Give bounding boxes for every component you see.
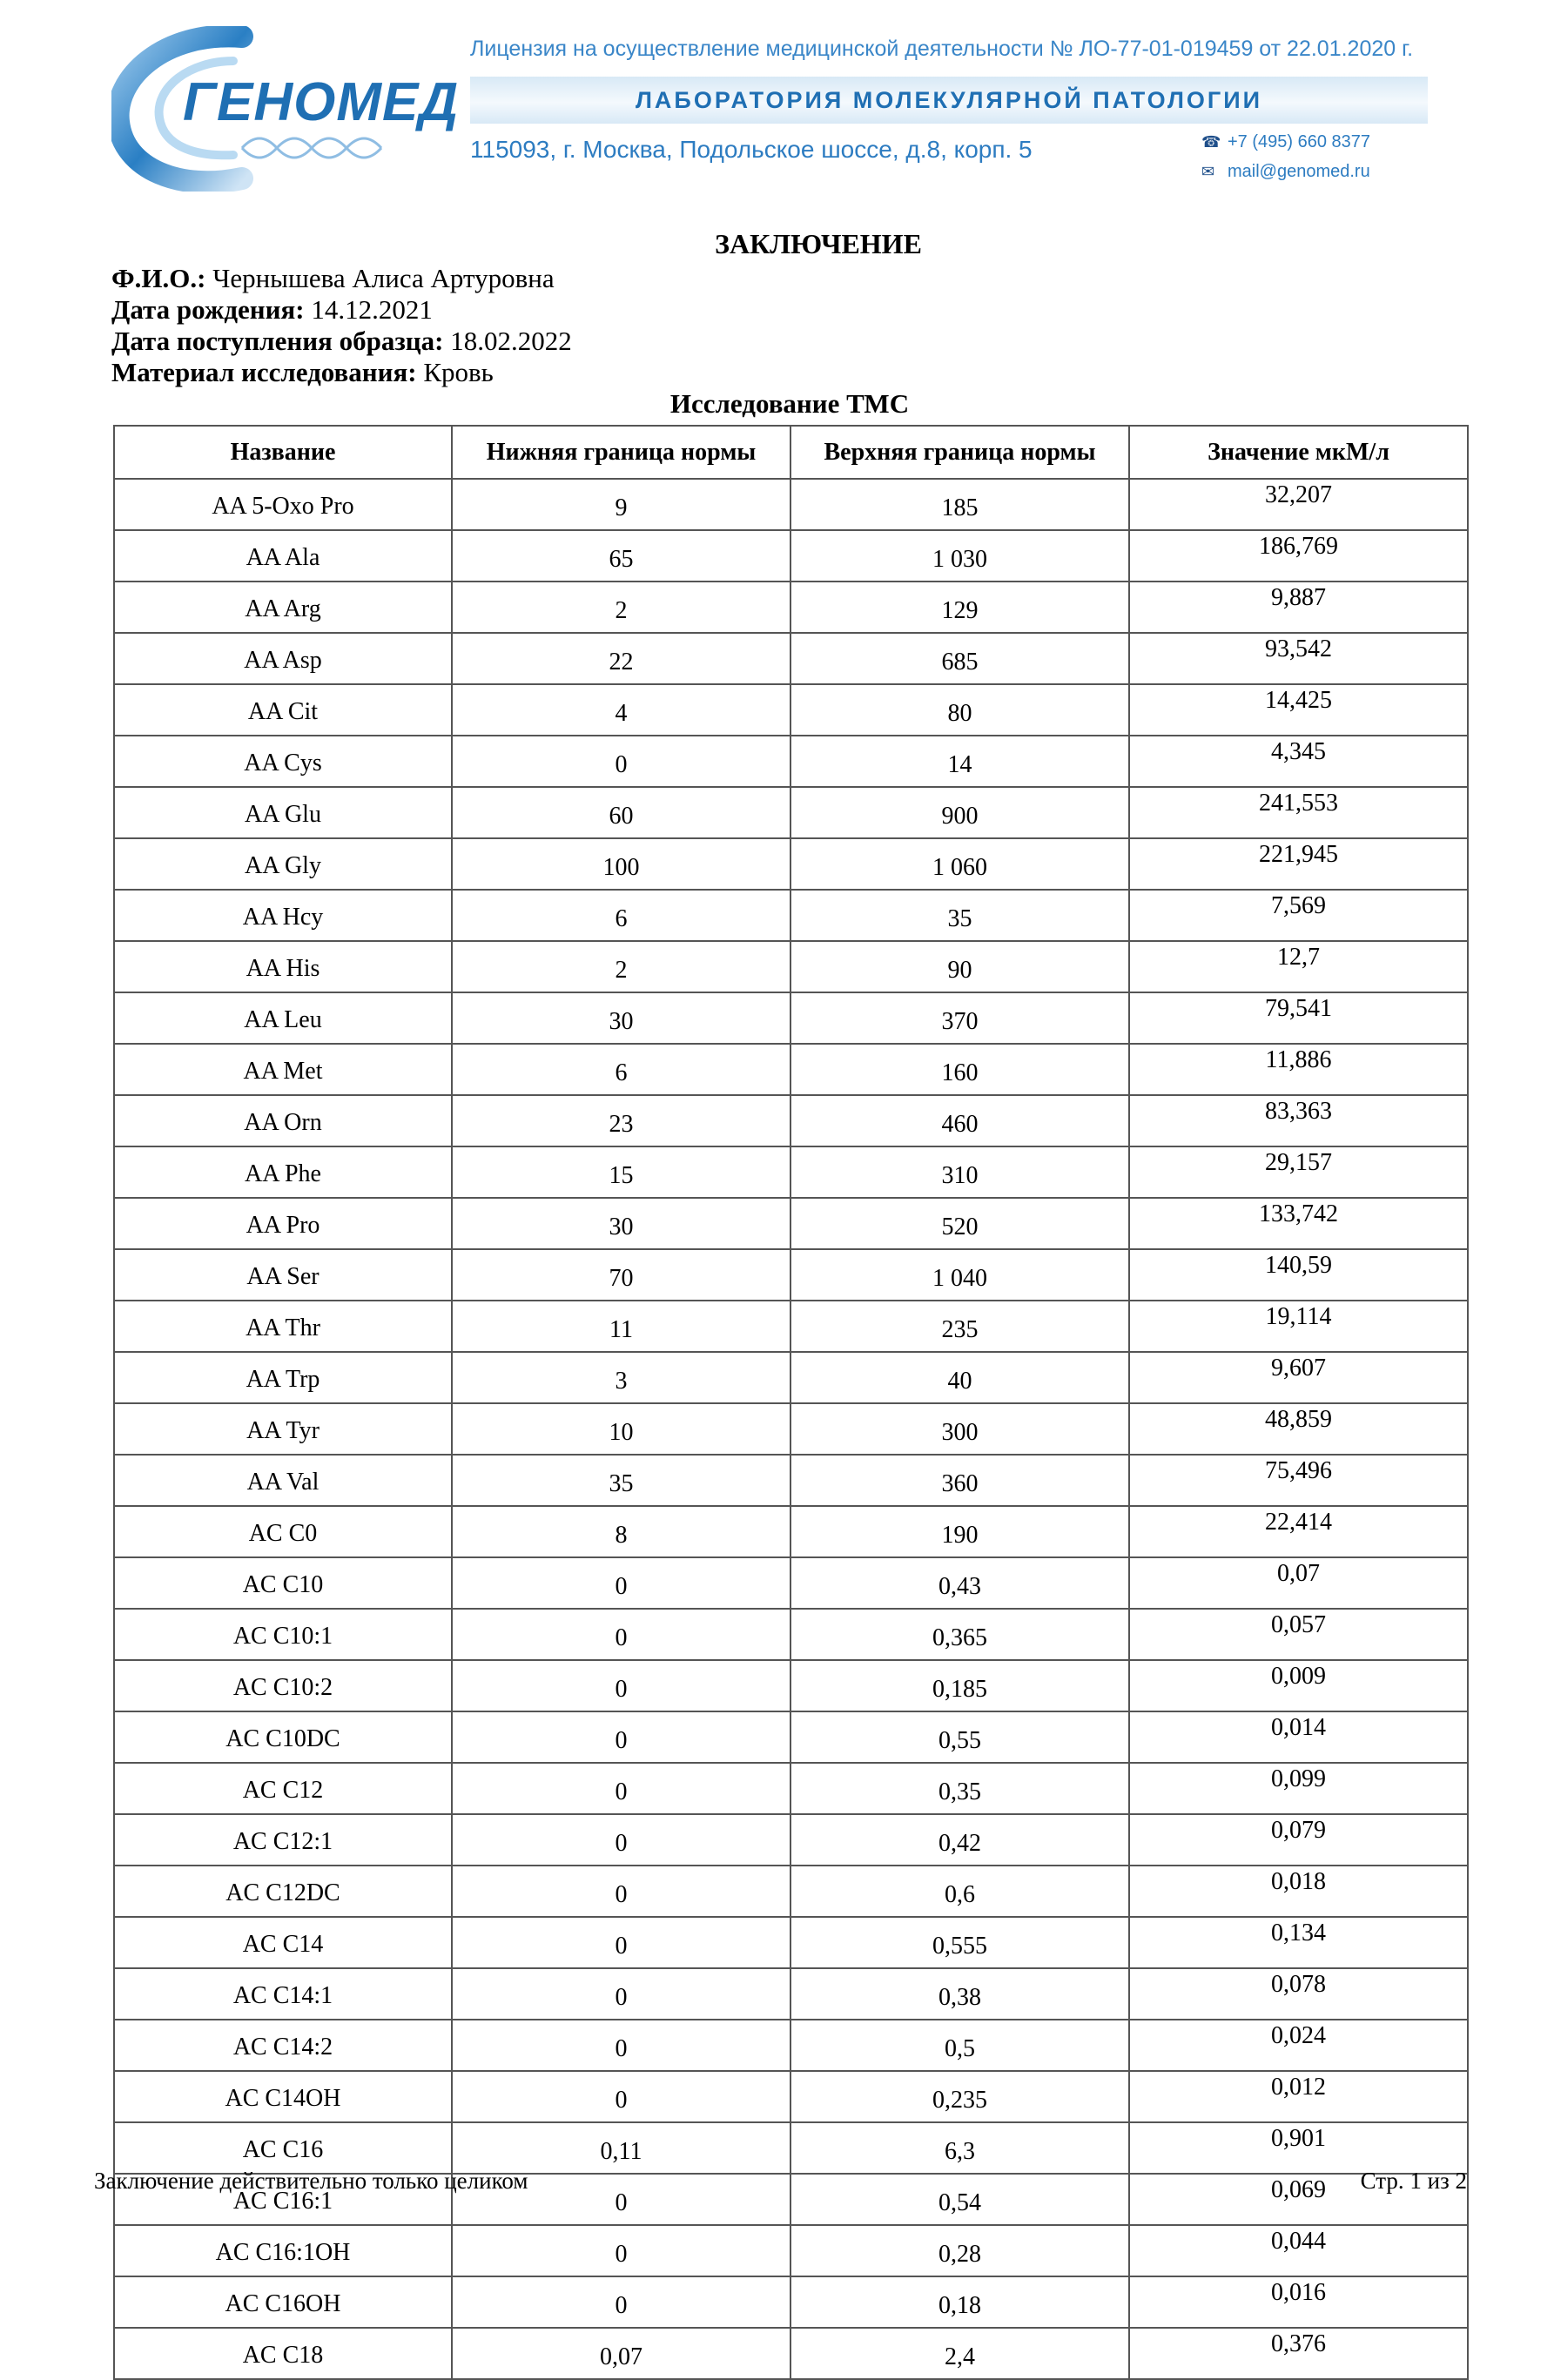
table-row <box>114 684 1468 736</box>
analyte-name: AA Trp <box>114 1352 452 1403</box>
table-row <box>114 1044 1468 1095</box>
lab-address: 115093, г. Москва, Подольское шоссе, д.8, корп. 5 <box>470 136 1033 163</box>
analyte-name: AA His <box>114 941 452 992</box>
lower-limit: 3 <box>452 1352 790 1403</box>
analyte-name: AA Cit <box>114 684 452 736</box>
lower-limit: 0 <box>452 1763 790 1814</box>
analyte-name: AA Gly <box>114 838 452 890</box>
table-row <box>114 2122 1468 2174</box>
patient-dob-line <box>111 294 572 326</box>
lower-limit: 0 <box>452 1609 790 1660</box>
lower-limit: 0 <box>452 1866 790 1917</box>
analyte-name: AC C16:1 <box>114 2174 452 2225</box>
upper-limit: 160 <box>790 1044 1129 1095</box>
measured-value: 79,541 <box>1129 992 1468 1044</box>
upper-limit: 685 <box>790 633 1129 684</box>
upper-limit: 185 <box>790 479 1129 530</box>
table-row <box>114 736 1468 787</box>
analyte-name: AA Val <box>114 1455 452 1506</box>
analyte-name: AC C12DC <box>114 1866 452 1917</box>
table-row <box>114 1198 1468 1249</box>
measured-value: 0,018 <box>1129 1866 1468 1917</box>
measured-value: 14,425 <box>1129 684 1468 736</box>
upper-limit: 129 <box>790 582 1129 633</box>
lower-limit: 22 <box>452 633 790 684</box>
sample-date-label: Дата поступления образца: <box>111 326 444 356</box>
analyte-name: AC C10:2 <box>114 1660 452 1711</box>
upper-limit: 35 <box>790 890 1129 941</box>
upper-limit: 0,235 <box>790 2071 1129 2122</box>
measured-value: 0,044 <box>1129 2225 1468 2276</box>
measured-value: 0,078 <box>1129 1968 1468 2020</box>
page-number: Стр. 1 из 2 <box>1360 2168 1467 2194</box>
analyte-name: AC C16OH <box>114 2276 452 2328</box>
upper-limit: 1 030 <box>790 530 1129 582</box>
analyte-name: AC C10 <box>114 1557 452 1609</box>
upper-limit: 40 <box>790 1352 1129 1403</box>
table-row <box>114 1249 1468 1301</box>
header-name: Название <box>114 426 452 479</box>
upper-limit: 0,54 <box>790 2174 1129 2225</box>
upper-limit: 0,42 <box>790 1814 1129 1866</box>
analyte-name: AC C12:1 <box>114 1814 452 1866</box>
patient-dob: 14.12.2021 <box>311 294 433 325</box>
upper-limit: 235 <box>790 1301 1129 1352</box>
analyte-name: AC C14OH <box>114 2071 452 2122</box>
lower-limit: 6 <box>452 890 790 941</box>
upper-limit: 1 060 <box>790 838 1129 890</box>
lower-limit: 0 <box>452 2225 790 2276</box>
table-row <box>114 1301 1468 1352</box>
lower-limit: 0 <box>452 1660 790 1711</box>
upper-limit: 80 <box>790 684 1129 736</box>
upper-limit: 0,43 <box>790 1557 1129 1609</box>
upper-limit: 0,185 <box>790 1660 1129 1711</box>
patient-info <box>111 263 572 388</box>
measured-value: 9,607 <box>1129 1352 1468 1403</box>
analyte-name: AA Ser <box>114 1249 452 1301</box>
upper-limit: 2,4 <box>790 2328 1129 2379</box>
lower-limit: 70 <box>452 1249 790 1301</box>
measured-value: 22,414 <box>1129 1506 1468 1557</box>
upper-limit: 0,28 <box>790 2225 1129 2276</box>
upper-limit: 0,38 <box>790 1968 1129 2020</box>
material-label: Материал исследования: <box>111 357 417 387</box>
table-row <box>114 1609 1468 1660</box>
analyte-name: AC C14:2 <box>114 2020 452 2071</box>
results-table <box>113 425 1469 2380</box>
table-row <box>114 787 1468 838</box>
table-row <box>114 1557 1468 1609</box>
upper-limit: 370 <box>790 992 1129 1044</box>
lower-limit: 6 <box>452 1044 790 1095</box>
analyte-name: AA Met <box>114 1044 452 1095</box>
table-row <box>114 941 1468 992</box>
lower-limit: 0 <box>452 2174 790 2225</box>
measured-value: 0,079 <box>1129 1814 1468 1866</box>
measured-value: 0,024 <box>1129 2020 1468 2071</box>
results-body <box>114 479 1468 2379</box>
upper-limit: 1 040 <box>790 1249 1129 1301</box>
table-row <box>114 2225 1468 2276</box>
measured-value: 0,07 <box>1129 1557 1468 1609</box>
lower-limit: 0 <box>452 1917 790 1968</box>
table-row <box>114 1866 1468 1917</box>
measured-value: 0,901 <box>1129 2122 1468 2174</box>
table-row <box>114 582 1468 633</box>
analyte-name: AA Leu <box>114 992 452 1044</box>
lower-limit: 9 <box>452 479 790 530</box>
lower-limit: 0 <box>452 2071 790 2122</box>
analyte-name: AA Ala <box>114 530 452 582</box>
upper-limit: 0,555 <box>790 1917 1129 1968</box>
material: Кровь <box>423 357 494 387</box>
lower-limit: 100 <box>452 838 790 890</box>
sample-date-line <box>111 326 572 357</box>
table-row <box>114 633 1468 684</box>
study-title: Исследование ТМС <box>669 388 910 419</box>
table-row <box>114 1506 1468 1557</box>
table-row <box>114 2020 1468 2071</box>
analyte-name: AC C0 <box>114 1506 452 1557</box>
lower-limit: 0 <box>452 1557 790 1609</box>
upper-limit: 0,55 <box>790 1711 1129 1763</box>
measured-value: 221,945 <box>1129 838 1468 890</box>
document-title: ЗАКЛЮЧЕНИЕ <box>715 228 922 259</box>
measured-value: 0,376 <box>1129 2328 1468 2379</box>
upper-limit: 90 <box>790 941 1129 992</box>
measured-value: 29,157 <box>1129 1146 1468 1198</box>
measured-value: 0,069 <box>1129 2174 1468 2225</box>
lower-limit: 0,11 <box>452 2122 790 2174</box>
footer-validity-note: Заключение действительно только целиком <box>94 2168 528 2194</box>
table-row <box>114 1660 1468 1711</box>
upper-limit: 520 <box>790 1198 1129 1249</box>
measured-value: 0,099 <box>1129 1763 1468 1814</box>
lower-limit: 0 <box>452 1968 790 2020</box>
measured-value: 32,207 <box>1129 479 1468 530</box>
patient-name-label: Ф.И.О.: <box>111 263 206 293</box>
measured-value: 19,114 <box>1129 1301 1468 1352</box>
table-row <box>114 1455 1468 1506</box>
measured-value: 186,769 <box>1129 530 1468 582</box>
upper-limit: 360 <box>790 1455 1129 1506</box>
header-lower-limit: Нижняя граница нормы <box>452 426 790 479</box>
measured-value: 0,012 <box>1129 2071 1468 2122</box>
analyte-name: AC C10:1 <box>114 1609 452 1660</box>
lower-limit: 30 <box>452 1198 790 1249</box>
table-row <box>114 2328 1468 2379</box>
measured-value: 133,742 <box>1129 1198 1468 1249</box>
measured-value: 4,345 <box>1129 736 1468 787</box>
patient-name-line <box>111 263 572 294</box>
analyte-name: AC C12 <box>114 1763 452 1814</box>
table-row <box>114 890 1468 941</box>
analyte-name: AA Glu <box>114 787 452 838</box>
lower-limit: 10 <box>452 1403 790 1455</box>
header-value: Значение мкМ/л <box>1129 426 1468 479</box>
analyte-name: AA Orn <box>114 1095 452 1146</box>
analyte-name: AA Tyr <box>114 1403 452 1455</box>
envelope-icon: ✉ <box>1201 163 1215 180</box>
measured-value: 140,59 <box>1129 1249 1468 1301</box>
table-row <box>114 838 1468 890</box>
patient-name: Чернышева Алиса Артуровна <box>212 263 555 293</box>
measured-value: 0,016 <box>1129 2276 1468 2328</box>
analyte-name: AA Arg <box>114 582 452 633</box>
upper-limit: 0,35 <box>790 1763 1129 1814</box>
analyte-name: AC C14 <box>114 1917 452 1968</box>
upper-limit: 0,6 <box>790 1866 1129 1917</box>
measured-value: 11,886 <box>1129 1044 1468 1095</box>
lower-limit: 4 <box>452 684 790 736</box>
analyte-name: AA Phe <box>114 1146 452 1198</box>
upper-limit: 0,5 <box>790 2020 1129 2071</box>
analyte-name: AA Thr <box>114 1301 452 1352</box>
email-address: mail@genomed.ru <box>1228 162 1370 181</box>
lower-limit: 60 <box>452 787 790 838</box>
upper-limit: 900 <box>790 787 1129 838</box>
analyte-name: AC C16 <box>114 2122 452 2174</box>
genomed-logo <box>111 26 460 192</box>
table-row <box>114 479 1468 530</box>
table-row <box>114 530 1468 582</box>
measured-value: 93,542 <box>1129 633 1468 684</box>
analyte-name: AC C10DC <box>114 1711 452 1763</box>
table-row <box>114 1711 1468 1763</box>
analyte-name: AA Pro <box>114 1198 452 1249</box>
analyte-name: AC C16:1OH <box>114 2225 452 2276</box>
measured-value: 0,134 <box>1129 1917 1468 1968</box>
analyte-name: AA 5-Oxo Pro <box>114 479 452 530</box>
lab-name: ЛАБОРАТОРИЯ МОЛЕКУЛЯРНОЙ ПАТОЛОГИИ <box>635 87 1263 113</box>
table-row <box>114 1814 1468 1866</box>
lower-limit: 30 <box>452 992 790 1044</box>
analyte-name: AC C14:1 <box>114 1968 452 2020</box>
lower-limit: 23 <box>452 1095 790 1146</box>
material-line <box>111 357 572 388</box>
license-text: Лицензия на осуществление медицинской деятельности № ЛО-77-01-019459 от 22.01.2020 г. <box>470 37 1414 61</box>
upper-limit: 190 <box>790 1506 1129 1557</box>
contact-email <box>1201 162 1370 182</box>
measured-value: 241,553 <box>1129 787 1468 838</box>
lower-limit: 65 <box>452 530 790 582</box>
table-row <box>114 1968 1468 2020</box>
analyte-name: AA Cys <box>114 736 452 787</box>
upper-limit: 310 <box>790 1146 1129 1198</box>
measured-value: 0,057 <box>1129 1609 1468 1660</box>
sample-date: 18.02.2022 <box>450 326 572 356</box>
lower-limit: 0,07 <box>452 2328 790 2379</box>
lower-limit: 15 <box>452 1146 790 1198</box>
table-row <box>114 1146 1468 1198</box>
lower-limit: 11 <box>452 1301 790 1352</box>
measured-value: 48,859 <box>1129 1403 1468 1455</box>
upper-limit: 14 <box>790 736 1129 787</box>
table-row <box>114 992 1468 1044</box>
lower-limit: 35 <box>452 1455 790 1506</box>
measured-value: 12,7 <box>1129 941 1468 992</box>
lower-limit: 2 <box>452 941 790 992</box>
analyte-name: AA Asp <box>114 633 452 684</box>
table-row <box>114 1917 1468 1968</box>
logo-text: ГЕНОМЕД <box>183 72 460 132</box>
lower-limit: 0 <box>452 1711 790 1763</box>
upper-limit: 6,3 <box>790 2122 1129 2174</box>
upper-limit: 0,18 <box>790 2276 1129 2328</box>
lower-limit: 2 <box>452 582 790 633</box>
measured-value: 7,569 <box>1129 890 1468 941</box>
header-upper-limit: Верхняя граница нормы <box>790 426 1129 479</box>
table-row <box>114 2071 1468 2122</box>
lower-limit: 0 <box>452 2020 790 2071</box>
measured-value: 0,009 <box>1129 1660 1468 1711</box>
table-row <box>114 1403 1468 1455</box>
upper-limit: 0,365 <box>790 1609 1129 1660</box>
measured-value: 0,014 <box>1129 1711 1468 1763</box>
phone-icon: ☎ <box>1201 133 1221 151</box>
lab-name-band <box>470 77 1428 124</box>
table-row <box>114 1095 1468 1146</box>
table-header-row <box>114 426 1468 479</box>
upper-limit: 300 <box>790 1403 1129 1455</box>
phone-number: +7 (495) 660 8377 <box>1228 132 1371 151</box>
measured-value: 83,363 <box>1129 1095 1468 1146</box>
lower-limit: 0 <box>452 1814 790 1866</box>
lower-limit: 0 <box>452 736 790 787</box>
table-row <box>114 1352 1468 1403</box>
contact-phone <box>1201 132 1370 152</box>
measured-value: 75,496 <box>1129 1455 1468 1506</box>
lower-limit: 8 <box>452 1506 790 1557</box>
lower-limit: 0 <box>452 2276 790 2328</box>
patient-dob-label: Дата рождения: <box>111 294 305 325</box>
analyte-name: AA Hcy <box>114 890 452 941</box>
analyte-name: AC C18 <box>114 2328 452 2379</box>
table-row <box>114 1763 1468 1814</box>
measured-value: 9,887 <box>1129 582 1468 633</box>
upper-limit: 460 <box>790 1095 1129 1146</box>
table-row <box>114 2276 1468 2328</box>
